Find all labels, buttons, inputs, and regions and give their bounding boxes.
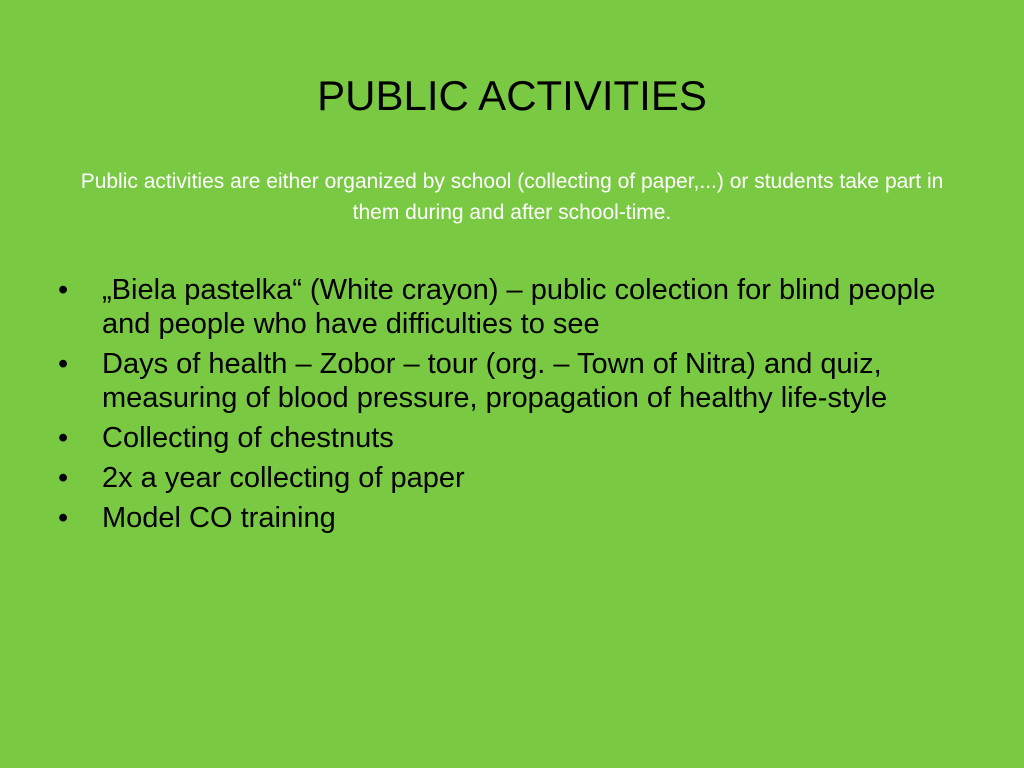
bullet-icon: • bbox=[58, 502, 69, 534]
list-item bbox=[58, 501, 958, 535]
list-item bbox=[58, 461, 958, 495]
bullet-icon: • bbox=[58, 462, 69, 494]
bullet-icon: • bbox=[58, 422, 69, 454]
list-item-text: Collecting of chestnuts bbox=[102, 422, 394, 454]
list-item bbox=[58, 421, 958, 455]
list-item bbox=[58, 347, 958, 415]
list-item-text: Model CO training bbox=[102, 502, 336, 534]
slide-title: PUBLIC ACTIVITIES bbox=[317, 72, 707, 119]
slide-subtitle: Public activities are either organized by school (collecting of paper,...) or students take part in them during and after school-time. bbox=[80, 170, 944, 224]
list-item-text: Days of health – Zobor – tour (org. – Town of Nitra) and quiz, measuring of blood pressure, propagation of healthy life-style bbox=[102, 348, 888, 414]
list-item-text: 2x a year collecting of paper bbox=[102, 462, 465, 494]
list-item bbox=[58, 273, 958, 341]
bullet-icon: • bbox=[58, 348, 69, 380]
bullet-icon: • bbox=[58, 274, 69, 306]
list-item-text: „Biela pastelka“ (White crayon) – public colection for blind people and people who have difficulties to see bbox=[102, 274, 936, 340]
bullet-list bbox=[58, 273, 958, 541]
